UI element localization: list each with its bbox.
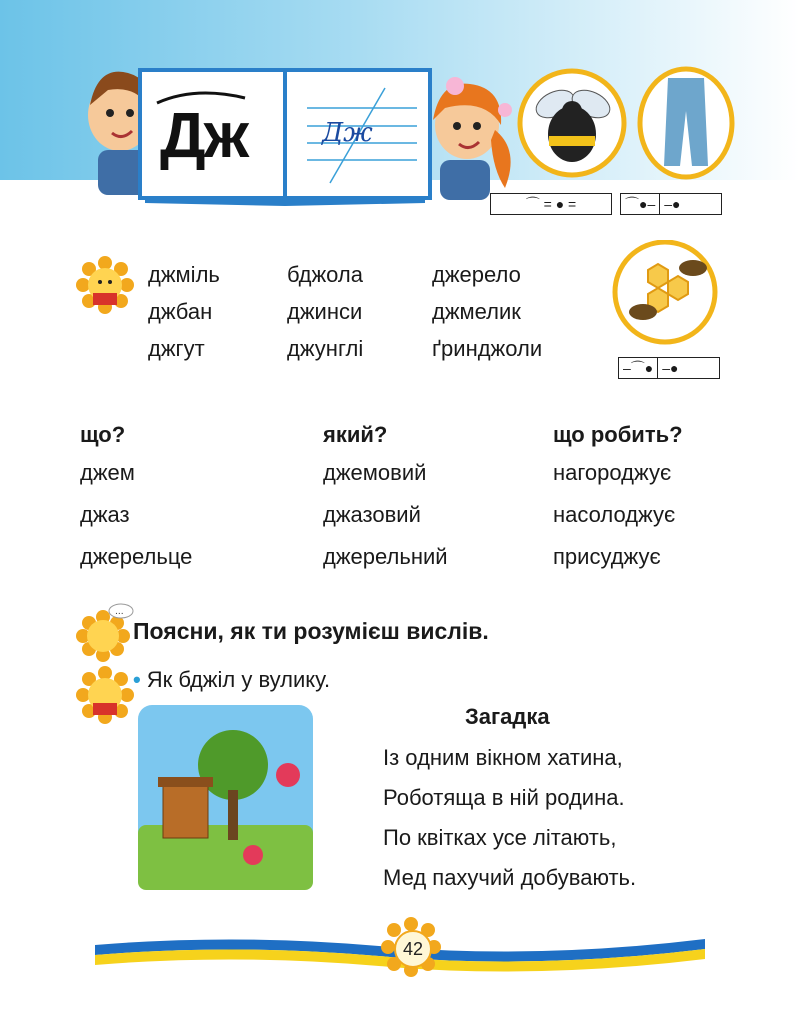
task-instruction: Поясни, як ти розумієш вислів.: [133, 618, 489, 644]
word-column-3: [432, 256, 542, 367]
category-header-does: що робить?: [553, 422, 683, 447]
scheme-2b-text: –●: [664, 196, 681, 212]
scheme-3a-text: –⌒●: [619, 358, 658, 378]
word: джерельце: [80, 544, 193, 569]
riddle-title: Загадка: [465, 704, 550, 729]
word-scheme-1: [490, 193, 612, 215]
word: бджола: [287, 262, 363, 287]
saying-text: Як бджіл у вулику.: [146, 667, 331, 692]
word: джбан: [148, 299, 213, 324]
word: джем: [80, 460, 135, 485]
word: джерельний: [323, 544, 448, 569]
riddle-line: По квітках усе літають,: [383, 825, 617, 850]
girl-illustration: [425, 70, 520, 200]
word: ґринджоли: [432, 336, 543, 361]
word: джміль: [148, 262, 220, 287]
word: джгут: [148, 336, 205, 361]
word: нагороджує: [553, 460, 672, 485]
saying-line: [133, 667, 330, 693]
word: джинси: [287, 299, 363, 324]
word: присуджує: [553, 544, 661, 569]
svg-text:...: ...: [115, 607, 124, 617]
riddle-line: Із одним вікном хатина,: [383, 745, 623, 770]
word: джазовий: [323, 502, 421, 527]
script-letter: Дж: [322, 118, 373, 148]
word-scheme-3: [618, 357, 720, 379]
word-scheme-2: [620, 193, 722, 215]
bees-honeycomb-picture: [608, 240, 723, 350]
word-column-1: [148, 256, 220, 367]
word: насолоджує: [553, 502, 676, 527]
beehive-picture: [138, 705, 313, 890]
print-letter: Дж: [160, 99, 247, 171]
jeans-picture: [636, 66, 736, 181]
word: джемовий: [323, 460, 427, 485]
word: джерело: [432, 262, 521, 287]
sunflower-reading-icon: [75, 665, 135, 725]
sunflower-thinking-icon: [75, 603, 135, 663]
word-column-2: [287, 256, 363, 367]
bumblebee-picture: [515, 66, 630, 181]
sunflower-reading-icon: [75, 255, 135, 315]
scheme-3b-text: –●: [662, 360, 679, 376]
page-number: 42: [394, 930, 432, 968]
verbs-column: [553, 452, 675, 578]
nouns-column: [80, 452, 192, 578]
category-header-what: що?: [80, 422, 126, 447]
category-header-which: який?: [323, 422, 388, 447]
riddle-line: Мед пахучий добувають.: [383, 865, 637, 890]
word: джунглі: [287, 336, 364, 361]
bullet-icon: •: [133, 667, 141, 692]
riddle-text: [383, 738, 636, 898]
scheme-1-text: ⌒ = ● =: [525, 196, 577, 212]
riddle-line: Роботяща в ній родина.: [383, 785, 625, 810]
word: джмелик: [432, 299, 521, 324]
scheme-2a-text: ⌒●–: [621, 194, 660, 214]
adjectives-column: [323, 452, 448, 578]
word: джаз: [80, 502, 130, 527]
